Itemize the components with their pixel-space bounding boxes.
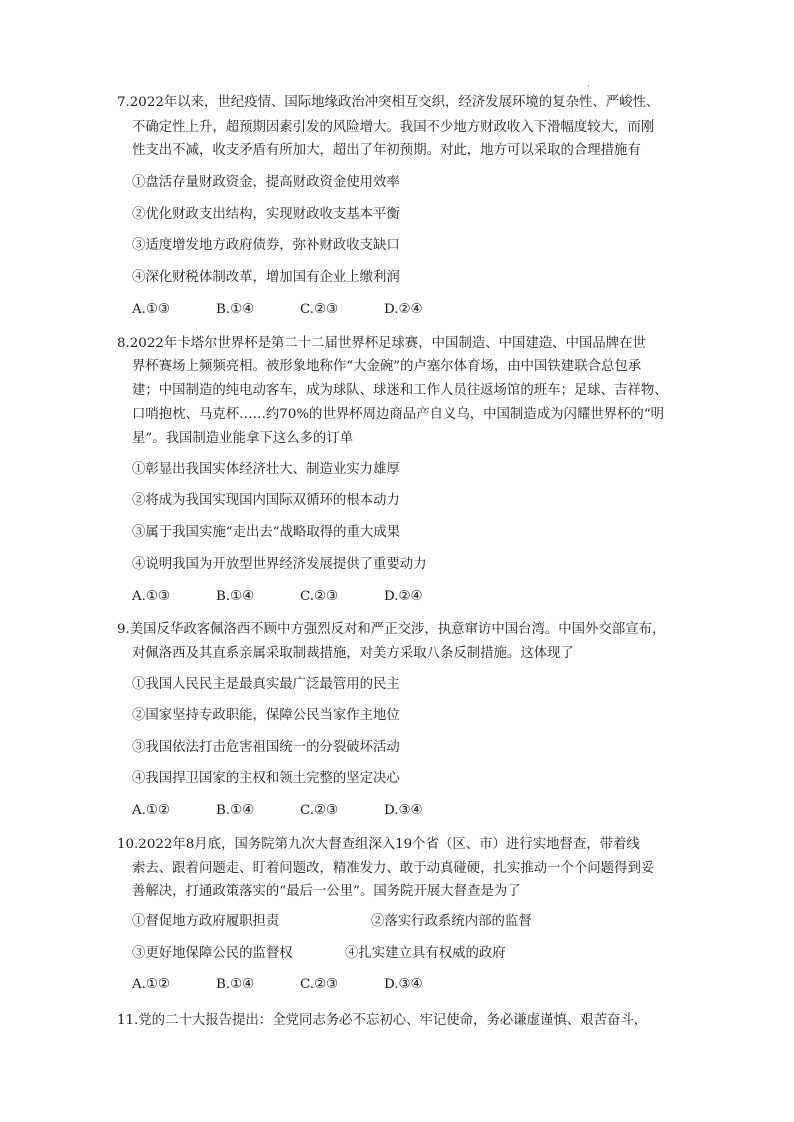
question-7-item-1: ①盘活存量财政资金，提高财政资金使用效率 xyxy=(132,175,400,190)
option-d: D.②④ xyxy=(384,589,423,604)
option-b: B.①④ xyxy=(216,803,255,818)
question-8-item-4: ④说明我国为开放型世界经济发展提供了重要动力 xyxy=(132,557,427,572)
option-c: C.②③ xyxy=(300,977,339,992)
question-7-options xyxy=(132,300,423,320)
option-c: C.②③ xyxy=(300,589,339,604)
question-9-item-4: ④我国捍卫国家的主权和领土完整的坚定决心 xyxy=(132,771,400,786)
question-9-line-2: 对佩洛西及其直系亲属采取制裁措施，对美方采取八条反制措施。这体现了 xyxy=(132,646,574,661)
page-mark: · xyxy=(587,82,590,91)
question-9-item-2: ②国家坚持专政职能，保障公民当家作主地位 xyxy=(132,708,400,723)
question-8-line-4: 口哨抱枕、马克杯……约70%的世界杯周边商品产自义乌，中国制造成为闪耀世界杯的“明 xyxy=(132,407,665,422)
question-8-item-3: ③属于我国实施“走出去”战略取得的重大成果 xyxy=(132,525,401,540)
option-b: B.①④ xyxy=(216,977,255,992)
option-b: B.①④ xyxy=(216,589,255,604)
question-7-item-3: ③适度增发地方政府债券，弥补财政收支缺口 xyxy=(132,238,400,253)
option-d: D.③④ xyxy=(384,977,423,992)
question-10-options xyxy=(132,975,423,995)
question-9-item-3: ③我国依法打击危害祖国统一的分裂破坏活动 xyxy=(132,740,400,755)
question-8-options xyxy=(132,587,423,607)
option-d: D.②④ xyxy=(384,302,423,317)
question-10-item-4: ④扎实建立具有权威的政府 xyxy=(345,946,506,961)
option-c: C.②③ xyxy=(300,803,339,818)
question-9-line-1: 9.美国反华政客佩洛西不顾中方强烈反对和严正交涉，执意窜访中国台湾。中国外交部宣布， xyxy=(117,622,666,637)
question-8-line-2: 界杯赛场上频频亮相。被形象地称作“大金碗”的卢塞尔体育场，由中国铁建联合总包承 xyxy=(132,359,642,374)
question-10-line-3: 善解决，打通政策落实的“最后一公里”。国务院开展大督查是为了 xyxy=(132,884,521,899)
question-10-item-3: ③更好地保障公民的监督权 xyxy=(132,946,293,961)
question-10-line-2: 索去、跟着问题走、盯着问题改，精准发力、敢于动真碰硬，扎实推动一个个问题得到妥 xyxy=(132,861,655,876)
question-8-item-2: ②将成为我国实现国内国际双循环的根本动力 xyxy=(132,493,400,508)
option-a: A.①③ xyxy=(132,589,170,604)
question-10-line-1: 10.2022年8月底，国务院第九次大督查组深入19个省（区、市）进行实地督查，带着线 xyxy=(117,837,640,852)
question-7-item-2: ②优化财政支出结构，实现财政收支基本平衡 xyxy=(132,207,400,222)
question-10-item-2: ②落实行政系统内部的监督 xyxy=(371,914,532,929)
question-8-line-3: 建；中国制造的纯电动客车，成为球队、球迷和工作人员往返场馆的班车；足球、吉祥物、 xyxy=(132,383,668,398)
question-7-line-3: 性支出不减，收支矛盾有所加大，超出了年初预期。对此，地方可以采取的合理措施有 xyxy=(132,143,641,158)
question-11-line-1: 11.党的二十大报告提出：全党同志务必不忘初心、牢记使命，务必谦虚谨慎、艰苦奋斗， xyxy=(117,1013,648,1028)
question-8-line-1: 8.2022年卡塔尔世界杯是第二十二届世界杯足球赛，中国制造、中国建造、中国品牌在世 xyxy=(117,336,646,351)
option-d: D.③④ xyxy=(384,803,423,818)
question-9-item-1: ①我国人民民主是最真实最广泛最管用的民主 xyxy=(132,677,400,692)
option-a: A.①③ xyxy=(132,302,170,317)
question-8-line-5: 星”。我国制造业能拿下这么多的订单 xyxy=(132,431,354,446)
option-a: A.①② xyxy=(132,803,170,818)
question-9-options xyxy=(132,801,423,821)
question-10-item-1: ①督促地方政府履职担责 xyxy=(132,914,280,929)
option-a: A.①② xyxy=(132,977,170,992)
question-8-item-1: ①彰显出我国实体经济壮大、制造业实力雄厚 xyxy=(132,462,400,477)
question-7-item-4: ④深化财税体制改革，增加国有企业上缴利润 xyxy=(132,270,400,285)
question-7-line-2: 不确定性上升，超预期因素引发的风险增大。我国不少地方财政收入下滑幅度较大，而刚 xyxy=(132,120,655,135)
question-7-line-1: 7.2022年以来，世纪疫情、国际地缘政治冲突相互交织，经济发展环境的复杂性、严峻性、 xyxy=(117,95,660,110)
option-c: C.②③ xyxy=(300,302,339,317)
option-b: B.①④ xyxy=(216,302,255,317)
